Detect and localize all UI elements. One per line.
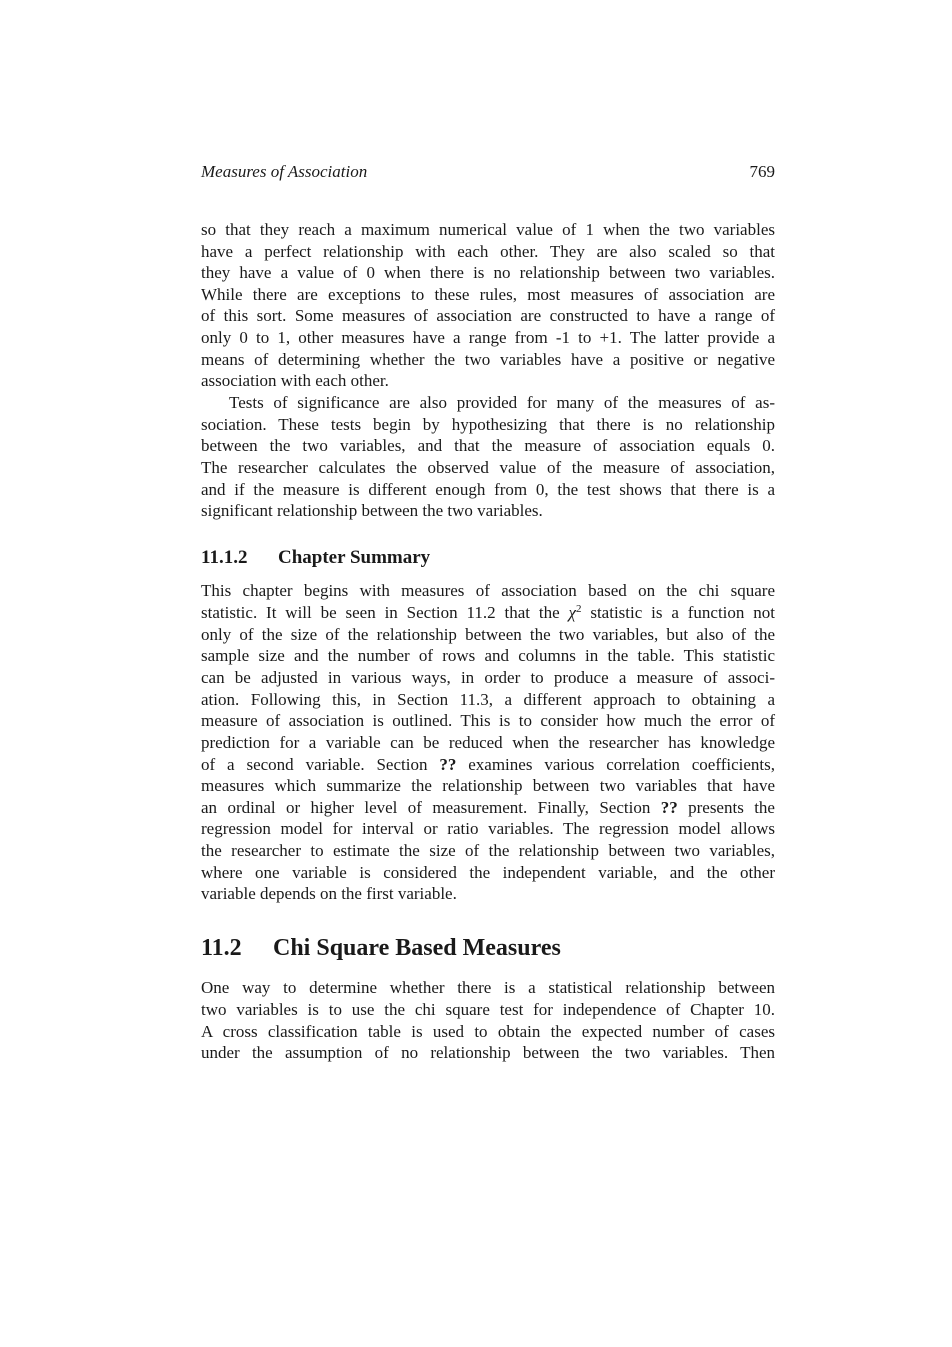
subsection-heading <box>201 545 775 571</box>
page-number: 769 <box>749 162 775 181</box>
text-line: two variables is to use the chi square test for independence of Chapter 10. <box>201 1000 775 1019</box>
text-line: can be adjusted in various ways, in order to produce a measure of associ- <box>201 668 775 687</box>
text-line: and if the measure is different enough from 0, the test shows that there is a <box>201 480 775 499</box>
text-line: measure of association is outlined. This is to consider how much the error of <box>201 711 775 730</box>
section-number: 11.2 <box>201 935 242 961</box>
text-line: The researcher calculates the observed value of the measure of association, <box>201 458 775 477</box>
chi-symbol: χ <box>568 603 576 622</box>
text-line-section-ref <box>201 754 775 776</box>
superscript-two: 2 <box>575 603 582 615</box>
text-line: the researcher to estimate the size of the relationship between two variables, <box>201 841 775 860</box>
text-line: regression model for interval or ratio variables. The regression model allows <box>201 819 775 838</box>
text-line: sociation. These tests begin by hypothesizing that there is no relationship <box>201 415 775 434</box>
section-title: Chi Square Based Measures <box>273 935 561 961</box>
text-line: prediction for a variable can be reduced when the researcher has knowledge <box>201 733 775 752</box>
text-line: means of determining whether the two variables have a positive or negative <box>201 350 775 369</box>
text-line: only of the size of the relationship between the two variables, but also of the <box>201 625 775 644</box>
text-line: sample size and the number of rows and columns in the table. This statistic <box>201 646 775 665</box>
text-segment: examines various correlation coefficients, <box>456 755 775 774</box>
subsection-number: 11.1.2 <box>201 547 248 568</box>
text-line: of this sort. Some measures of association are constructed to have a range of <box>201 306 775 325</box>
text-segment: of a second variable. Section <box>201 755 440 774</box>
text-segment: presents the <box>677 798 775 817</box>
text-line: under the assumption of no relationship between the two variables. Then <box>201 1043 775 1062</box>
text-segment: statistic. It will be seen in Section 11.2 that the <box>201 603 569 622</box>
unresolved-reference: ?? <box>439 755 457 774</box>
text-line-section-ref <box>201 797 775 819</box>
text-line: While there are exceptions to these rules, most measures of association are <box>201 285 775 304</box>
text-line: ation. Following this, in Section 11.3, a different approach to obtaining a <box>201 690 775 709</box>
text-line: A cross classification table is used to obtain the expected number of cases <box>201 1022 775 1041</box>
text-line: they have a value of 0 when there is no relationship between two variables. <box>201 263 775 282</box>
text-segment: statistic is a function not <box>581 603 775 622</box>
text-line: where one variable is considered the independent variable, and the other <box>201 863 775 882</box>
text-line: between the two variables, and that the measure of association equals 0. <box>201 436 775 455</box>
text-line: association with each other. <box>201 371 389 390</box>
text-line: so that they reach a maximum numerical value of 1 when the two variables <box>201 220 775 239</box>
subsection-title: Chapter Summary <box>278 547 431 568</box>
text-line: significant relationship between the two variables. <box>201 501 543 520</box>
text-line: measures which summarize the relationship between two variables that have <box>201 776 775 795</box>
running-header <box>201 160 775 184</box>
text-line: Tests of significance are also provided for many of the measures of as- <box>229 393 775 412</box>
text-line: One way to determine whether there is a statistical relationship between <box>201 978 775 997</box>
text-line: variable depends on the first variable. <box>201 884 457 903</box>
text-line: This chapter begins with measures of association based on the chi square <box>201 581 775 600</box>
text-line: only 0 to 1, other measures have a range from -1 to +1. The latter provide a <box>201 328 775 347</box>
text-line: have a perfect relationship with each other. They are also scaled so that <box>201 242 775 261</box>
text-line-chi-square <box>201 602 775 624</box>
running-title: Measures of Association <box>201 162 368 181</box>
text-segment: an ordinal or higher level of measurement. Finally, Section <box>201 798 661 817</box>
section-heading <box>201 932 775 964</box>
unresolved-reference: ?? <box>660 798 678 817</box>
